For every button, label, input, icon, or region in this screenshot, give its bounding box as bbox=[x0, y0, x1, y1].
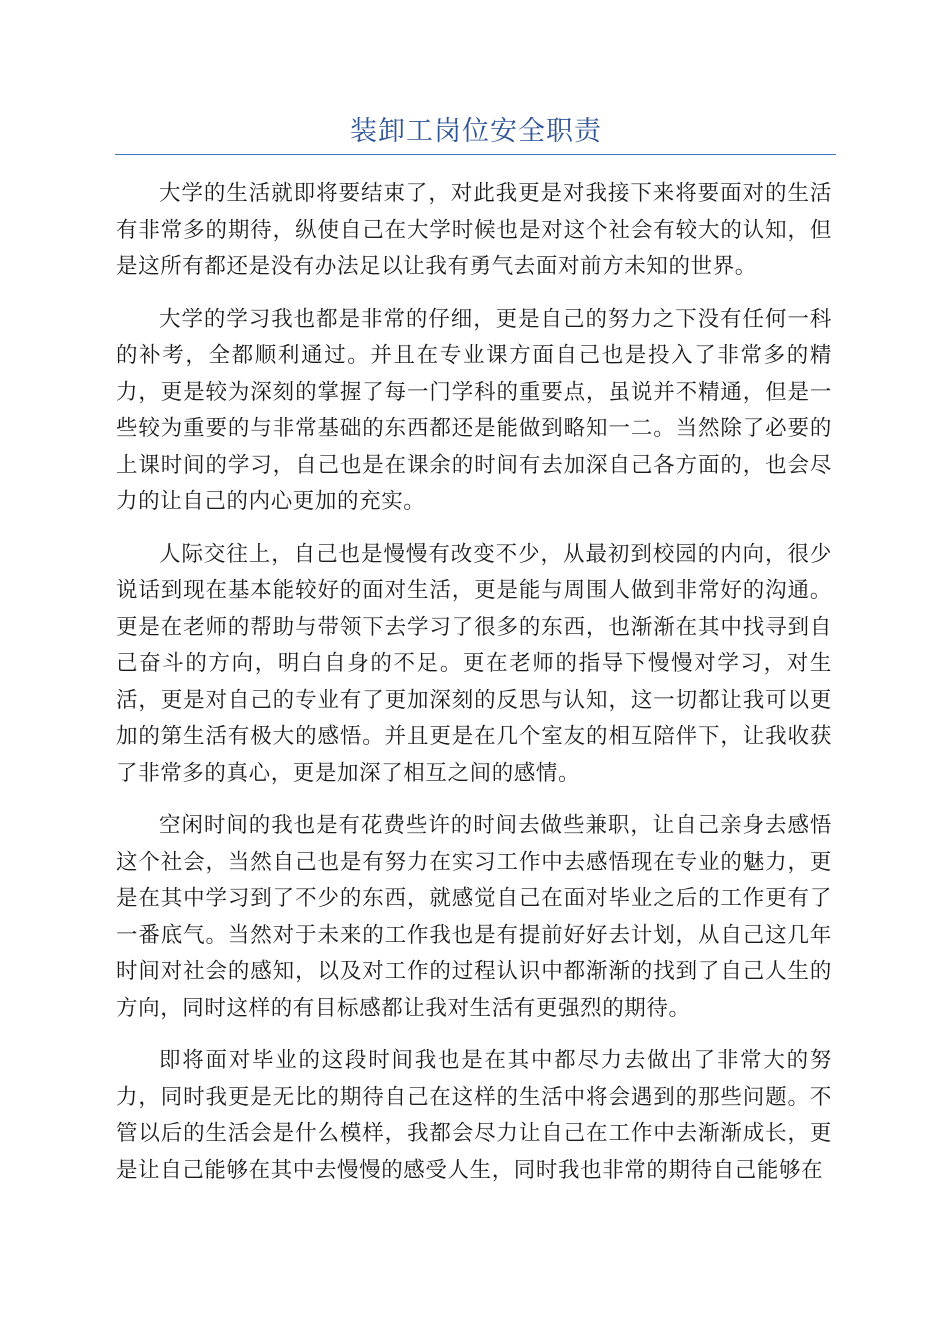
document-title: 装卸工岗位安全职责 bbox=[350, 116, 602, 147]
paragraph-5: 即将面对毕业的这段时间我也是在其中都尽力去做出了非常大的努力，同时我更是无比的期待自己在这样的生活中将会遇到的那些问题。不管以后的生活会是什么模样，我都会尽力让自己在工作中去渐渐成长，更是让自己能够在其中去慢慢的感受人生，同时我也非常的期待自己能够在 bbox=[116, 1048, 832, 1183]
paragraph-1: 大学的生活就即将要结束了，对此我更是对我接下来将要面对的生活有非常多的期待，纵使自己在大学时候也是对这个社会有较大的认知，但是这所有都还是没有办法足以让我有勇气去面对前方未知的世界。 bbox=[116, 181, 832, 279]
title-underline bbox=[115, 154, 836, 155]
document-body bbox=[116, 176, 832, 1205]
paragraph-4: 空闲时间的我也是有花费些许的时间去做些兼职，让自己亲身去感悟这个社会，当然自己也是有努力在实习工作中去感悟现在专业的魅力，更是在其中学习到了不少的东西，就感觉自己在面对毕业之后的工作更有了一番底气。当然对于未来的工作我也是有提前好好去计划，从自己这几年时间对社会的感知，以及对工作的过程认识中都渐渐的找到了自己人生的方向，同时这样的有目标感都让我对生活有更强烈的期待。 bbox=[116, 813, 832, 1021]
paragraph-2: 大学的学习我也都是非常的仔细，更是自己的努力之下没有任何一科的补考，全都顺利通过。并且在专业课方面自己也是投入了非常多的精力，更是较为深刻的掌握了每一门学科的重要点，虽说并不精通，但是一些较为重要的与非常基础的东西都还是能做到略知一二。当然除了必要的上课时间的学习，自己也是在课余的时间有去加深自己各方面的，也会尽力的让自己的内心更加的充实。 bbox=[116, 306, 832, 514]
paragraph-3: 人际交往上，自己也是慢慢有改变不少，从最初到校园的内向，很少说话到现在基本能较好的面对生活，更是能与周围人做到非常好的沟通。更是在老师的帮助与带领下去学习了很多的东西，也渐渐在其中找寻到自己奋斗的方向，明白自身的不足。更在老师的指导下慢慢对学习，对生活，更是对自己的专业有了更加深刻的反思与认知，这一切都让我可以更加的第生活有极大的感悟。并且更是在几个室友的相互陪伴下，让我收获了非常多的真心，更是加深了相互之间的感情。 bbox=[116, 541, 832, 786]
